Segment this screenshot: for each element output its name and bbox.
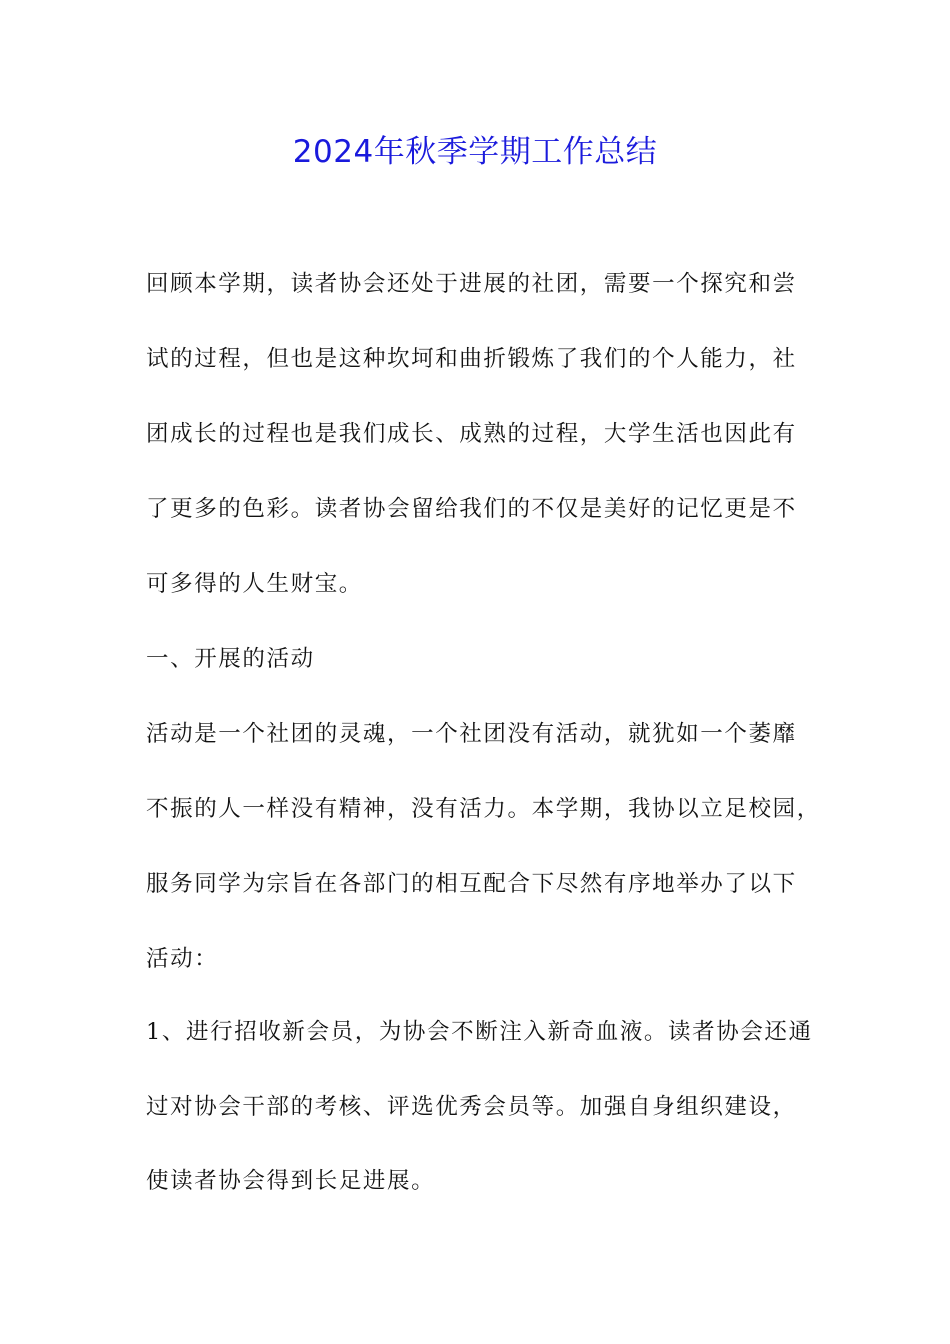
body-line: 可多得的人生财宝。 <box>146 571 363 597</box>
document-title: 2024年秋季学期工作总结 <box>292 134 658 170</box>
list-item-line: 使读者协会得到长足进展。 <box>146 1168 436 1194</box>
body-line: 服务同学为宗旨在各部门的相互配合下尽然有序地举办了以下 <box>146 871 797 897</box>
body-line: 活动是一个社团的灵魂，一个社团没有活动，就犹如一个萎靡 <box>146 721 797 747</box>
body-line: 团成长的过程也是我们成长、成熟的过程，大学生活也因此有 <box>146 421 797 447</box>
body-line: 不振的人一样没有精神，没有活力。本学期，我协以立足校园， <box>146 796 821 822</box>
list-item-line: 1、进行招收新会员，为协会不断注入新奇血液。读者协会还通 <box>146 1019 813 1045</box>
body-line: 了更多的色彩。读者协会留给我们的不仅是美好的记忆更是不 <box>146 496 797 522</box>
section-heading: 一、开展的活动 <box>146 646 315 672</box>
body-line: 活动： <box>146 946 219 972</box>
list-item-line: 过对协会干部的考核、评选优秀会员等。加强自身组织建设， <box>146 1094 797 1120</box>
body-line: 试的过程，但也是这种坎坷和曲折锻炼了我们的个人能力，社 <box>146 346 797 372</box>
body-line: 回顾本学期，读者协会还处于进展的社团，需要一个探究和尝 <box>146 271 797 297</box>
